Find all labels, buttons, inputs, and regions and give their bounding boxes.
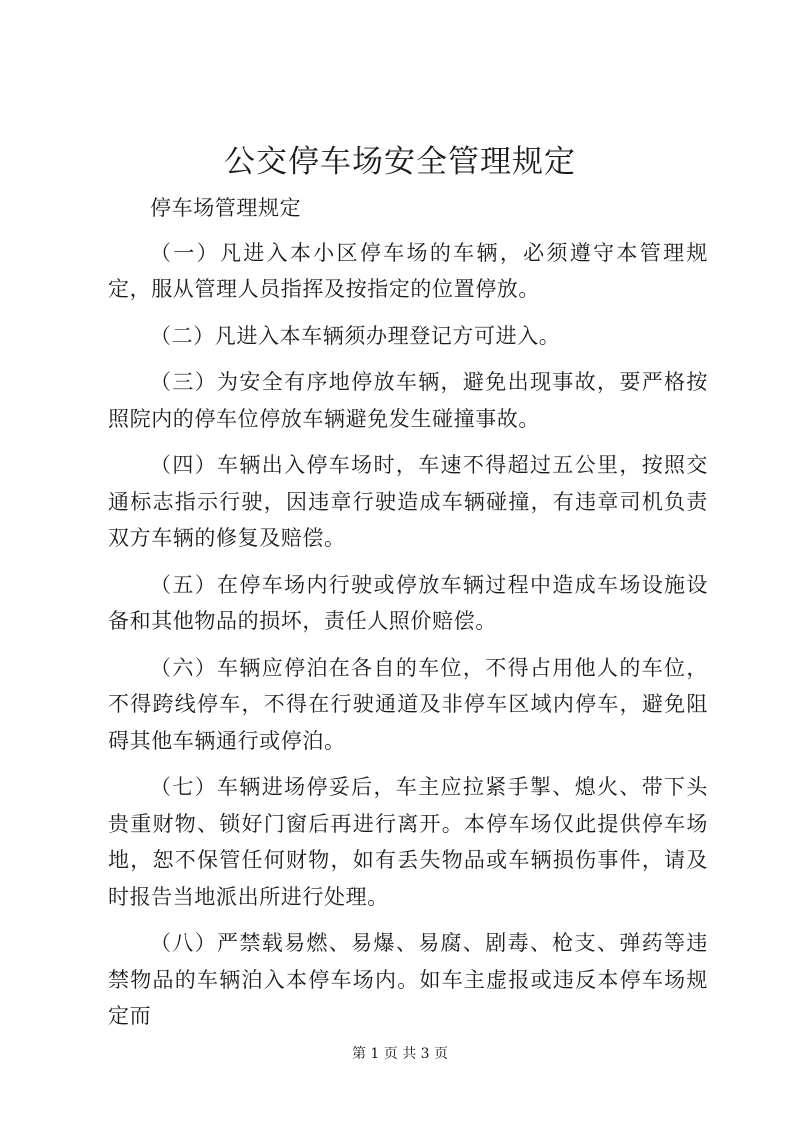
document-body [108,190,708,1045]
rule-paragraph-2: （二）凡进入本车辆须办理登记方可进入。 [150,323,561,348]
rule-paragraph-4: （四）车辆出入停车场时，车速不得超过五公里，按照交通标志指示行驶，因违章行驶造成车辆碰撞，有违章司机负责双方车辆的修复及赔偿。 [108,453,708,550]
rule-paragraph-3: （三）为安全有序地停放车辆，避免出现事故，要严格按照院内的停车位停放车辆避免发生碰撞事故。 [108,370,708,431]
rule-paragraph-1: （一）凡进入本小区停车场的车辆，必须遵守本管理规定，服从管理人员指挥及按指定的位置停放。 [108,240,708,301]
section-heading: 停车场管理规定 [150,196,302,220]
rule-paragraph-7: （七）车辆进场停妥后，车主应拉紧手掣、熄火、带下头贵重财物、锁好门窗后再进行离开。本停车场仅此提供停车场地，恕不保管任何财物，如有丢失物品或车辆损伤事件，请及时报告当地派出所进行处理。 [108,775,708,909]
rule-paragraph-5: （五）在停车场内行驶或停放车辆过程中造成车场设施设备和其他物品的损坏，责任人照价赔偿。 [108,572,708,633]
page-footer: 第 1 页 共 3 页 [351,1046,449,1062]
document-title: 公交停车场安全管理规定 [224,144,576,180]
rule-paragraph-8: （八）严禁载易燃、易爆、易腐、剧毒、枪支、弹药等违禁物品的车辆泊入本停车场内。如车主虚报或违反本停车场规定而 [108,931,708,1028]
rule-paragraph-6: （六）车辆应停泊在各自的车位，不得占用他人的车位，不得跨线停车，不得在行驶通道及非停车区域内停车，避免阻碍其他车辆通行或停泊。 [108,655,708,753]
